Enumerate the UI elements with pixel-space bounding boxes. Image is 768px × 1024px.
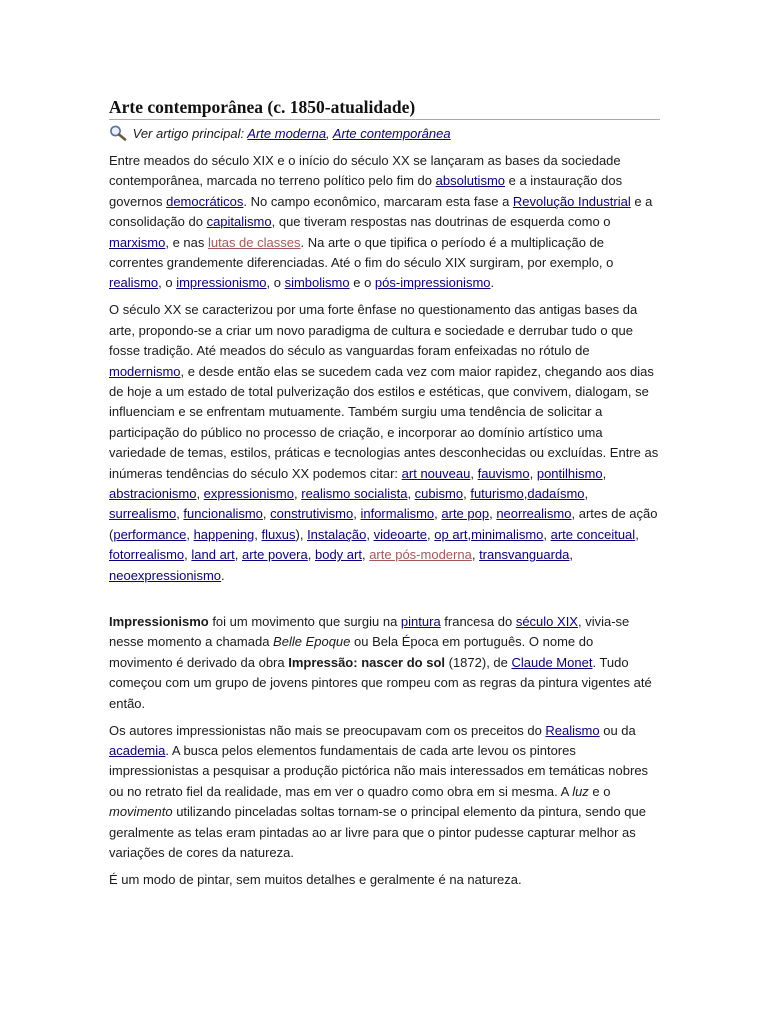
text-run: , <box>361 547 370 563</box>
see-also-note <box>109 124 660 143</box>
text-run: (1872), de <box>445 654 512 670</box>
text-run: e a consolidação do <box>109 193 653 230</box>
text-run: , <box>523 486 528 501</box>
text-run: , <box>569 547 574 563</box>
text-run: , <box>176 506 184 522</box>
link-pontilhismo[interactable]: pontilhismo <box>536 465 603 481</box>
text-run: , e desde então elas se sucedem cada vez com maior rapidez, chegando aos dias de hoje a um estado de total pulverização dos estilos e estéticas, que convivem, dialogam, se influenciam e se enfrentam mutuamente. Também surgiu uma tendência de solicitar a participação do público no processo de criação, e incorporar ao domínio artístico uma variedade de temas, estilos, práticas e tecnologias antes desconhecidas ou excluídas. Entre as inúmeras tendências do século XX podemos citar: <box>109 363 659 481</box>
link-construtivismo[interactable]: construtivismo <box>270 506 354 522</box>
text-run: , <box>262 506 271 522</box>
link-surrealismo[interactable]: surrealismo <box>109 506 177 522</box>
text-run: ), <box>295 526 308 542</box>
link-arte-conceitual[interactable]: arte conceitual <box>550 526 636 542</box>
section-heading: Arte contemporânea (c. 1850-atualidade) <box>109 96 660 120</box>
article-body <box>109 151 660 890</box>
text-run: foi um movimento que surgiu na <box>208 614 401 630</box>
text-run: , <box>254 526 262 542</box>
text-run: e a instauração dos governos <box>109 173 623 209</box>
italic-term: movimento <box>109 804 173 820</box>
text-run: francesa do <box>440 614 516 630</box>
article-section <box>109 96 660 897</box>
text-run: , <box>543 526 551 542</box>
link-happening[interactable]: happening <box>193 526 255 542</box>
text-run: , <box>307 547 315 563</box>
italic-term: luz <box>572 783 589 799</box>
text-run: . <box>490 275 495 291</box>
text-run: É um modo de pintar, sem muitos detalhes e geralmente é na natureza. <box>109 871 522 887</box>
link-videoarte[interactable]: videoarte <box>373 526 428 542</box>
link-cubismo[interactable]: cubismo <box>414 486 464 501</box>
link-arte-pop[interactable]: arte pop <box>441 506 490 522</box>
magnifier-icon <box>109 126 133 141</box>
italic-term: Belle Epoque <box>273 634 351 650</box>
text-run: , o <box>266 275 285 291</box>
text-run: . No campo econômico, marcaram esta fase a <box>243 193 513 209</box>
link-arte-moderna[interactable]: Arte moderna <box>247 126 327 141</box>
text-run: Entre meados do século XIX e o início do século XX se lançaram as bases da sociedade contemporânea, marcada no terreno político pelo fim do <box>109 153 621 189</box>
link-absolutismo[interactable]: absolutismo <box>435 173 506 189</box>
text-run: , <box>434 506 442 522</box>
link-fotorrealismo[interactable]: fotorrealismo <box>109 547 185 563</box>
link-art-nouveau[interactable]: art nouveau <box>401 465 471 481</box>
twentieth-century-paragraph <box>109 300 660 586</box>
text-run: , que tiveram respostas nas doutrinas de esquerda como o <box>271 214 611 230</box>
text-run: , <box>427 526 435 542</box>
link-democráticos[interactable]: democráticos <box>166 193 244 209</box>
text-run: , <box>407 486 415 501</box>
link-fauvismo[interactable]: fauvismo <box>477 465 530 481</box>
text-run: e o <box>588 783 611 799</box>
link-dadaísmo[interactable]: dadaísmo <box>527 486 585 501</box>
text-run: , <box>234 547 242 563</box>
link-impressionismo[interactable]: impressionismo <box>176 275 267 291</box>
link-body-art[interactable]: body art <box>314 547 362 563</box>
link-neorrealismo[interactable]: neorrealismo <box>496 506 572 522</box>
text-run: , <box>294 486 302 501</box>
see-also-separator: , <box>326 126 333 141</box>
link-funcionalismo[interactable]: funcionalismo <box>183 506 263 522</box>
text-run: , <box>529 465 537 481</box>
impressionist-authors-paragraph <box>109 721 660 864</box>
link-futurismo[interactable]: futurismo <box>470 486 524 501</box>
text-run: , <box>471 547 480 563</box>
text-run: , <box>584 486 589 501</box>
text-run: , <box>602 465 607 481</box>
link-instalação[interactable]: Instalação <box>307 526 367 542</box>
intro-paragraph <box>109 151 660 294</box>
text-run: , <box>186 526 194 542</box>
text-run: , <box>635 526 639 542</box>
text-run: , <box>196 486 204 501</box>
link-fluxus[interactable]: fluxus <box>261 526 296 542</box>
link-arte-povera[interactable]: arte povera <box>241 547 308 563</box>
link-realismo[interactable]: Realismo <box>545 722 600 738</box>
text-run: Os autores impressionistas não mais se preocupavam com os preceitos do <box>109 722 546 738</box>
text-run: , o <box>158 275 177 291</box>
text-run: , <box>489 506 497 522</box>
link-arte-contemporanea[interactable]: Arte contemporânea <box>332 126 451 141</box>
link-capitalismo[interactable]: capitalismo <box>206 214 272 230</box>
text-run: . A busca pelos elementos fundamentais de cada arte levou os pintores impressionistas a pesquisar a produção pictórica não mais interessados em temáticas nobres ou no retrato fiel da realidade, mas em ver o quadro como obra em si mesma. A <box>109 742 649 799</box>
text-run: , <box>470 465 478 481</box>
text-run: , vivia-se nesse momento a chamada <box>109 614 630 650</box>
link-arte-pós-moderna[interactable]: arte pós-moderna <box>369 547 472 563</box>
text-run: , <box>366 526 374 542</box>
impressionism-paragraph <box>109 612 660 714</box>
text-run: ou Bela Época em português. O nome do movimento é derivado da obra <box>109 634 594 670</box>
link-transvanguarda[interactable]: transvanguarda <box>479 547 570 563</box>
text-run: , artes de ação ( <box>109 506 658 542</box>
text-run: . Na arte o que tipifica o período é a multiplicação de correntes grandemente diferenciadas. Até o fim do século XIX surgiram, por exemplo, o <box>109 234 614 271</box>
link-lutas-de-classes[interactable]: lutas de classes <box>207 234 301 250</box>
text-run: O século XX se caracterizou por uma forte ênfase no questionamento das antigas bases da arte, propondo-se a criar um novo paradigma de cultura e sociedade e derrubar tudo o que fosse tradição. Até meados do século as vanguardas foram enfeixadas no rótulo de <box>109 302 638 359</box>
link-realismo[interactable]: realismo <box>109 275 159 291</box>
link-revolução-industrial[interactable]: Revolução Industrial <box>512 193 631 209</box>
see-also-prefix: Ver artigo principal: <box>132 126 248 141</box>
bold-term: Impressionismo <box>109 614 209 630</box>
link-expressionismo[interactable]: expressionismo <box>203 486 294 501</box>
link-op-art[interactable]: op art <box>434 526 468 542</box>
text-run: e o <box>349 275 375 291</box>
text-run: . Tudo começou com um grupo de jovens pintores que rompeu com as regras da pintura vigentes até então. <box>109 654 652 711</box>
text-run: , <box>353 506 361 522</box>
text-run: , <box>463 486 471 501</box>
text-run: , <box>467 526 472 542</box>
link-land-art[interactable]: land art <box>191 547 235 563</box>
link-modernismo[interactable]: modernismo <box>109 363 181 379</box>
link-realismo-socialista[interactable]: realismo socialista <box>301 486 408 501</box>
text-run: , <box>184 547 192 563</box>
link-performance[interactable]: performance <box>113 526 187 542</box>
link-século-xix[interactable]: século XIX <box>515 614 578 630</box>
text-run: . <box>221 567 225 583</box>
link-marxismo[interactable]: marxismo <box>109 234 166 250</box>
bold-term: Impressão: nascer do sol <box>288 654 445 670</box>
text-run: , e nas <box>165 234 208 250</box>
link-neoexpressionismo[interactable]: neoexpressionismo <box>109 567 222 583</box>
link-minimalismo[interactable]: minimalismo <box>471 526 544 542</box>
link-claude-monet[interactable]: Claude Monet <box>511 654 593 670</box>
link-abstracionismo[interactable]: abstracionismo <box>109 486 197 501</box>
text-run: utilizando pinceladas soltas tornam-se o principal elemento da pintura, sendo que geralmente as telas eram pintadas ao ar livre para que o pintor pudesse capturar melhor as variações de cores da natureza. <box>109 804 646 860</box>
painting-style-paragraph <box>109 870 660 890</box>
link-pós-impressionismo[interactable]: pós-impressionismo <box>374 275 491 291</box>
text-run: ou da <box>599 722 636 738</box>
link-simbolismo[interactable]: simbolismo <box>284 275 350 291</box>
link-informalismo[interactable]: informalismo <box>360 506 435 522</box>
link-academia[interactable]: academia <box>109 742 166 758</box>
link-pintura[interactable]: pintura <box>400 614 441 630</box>
